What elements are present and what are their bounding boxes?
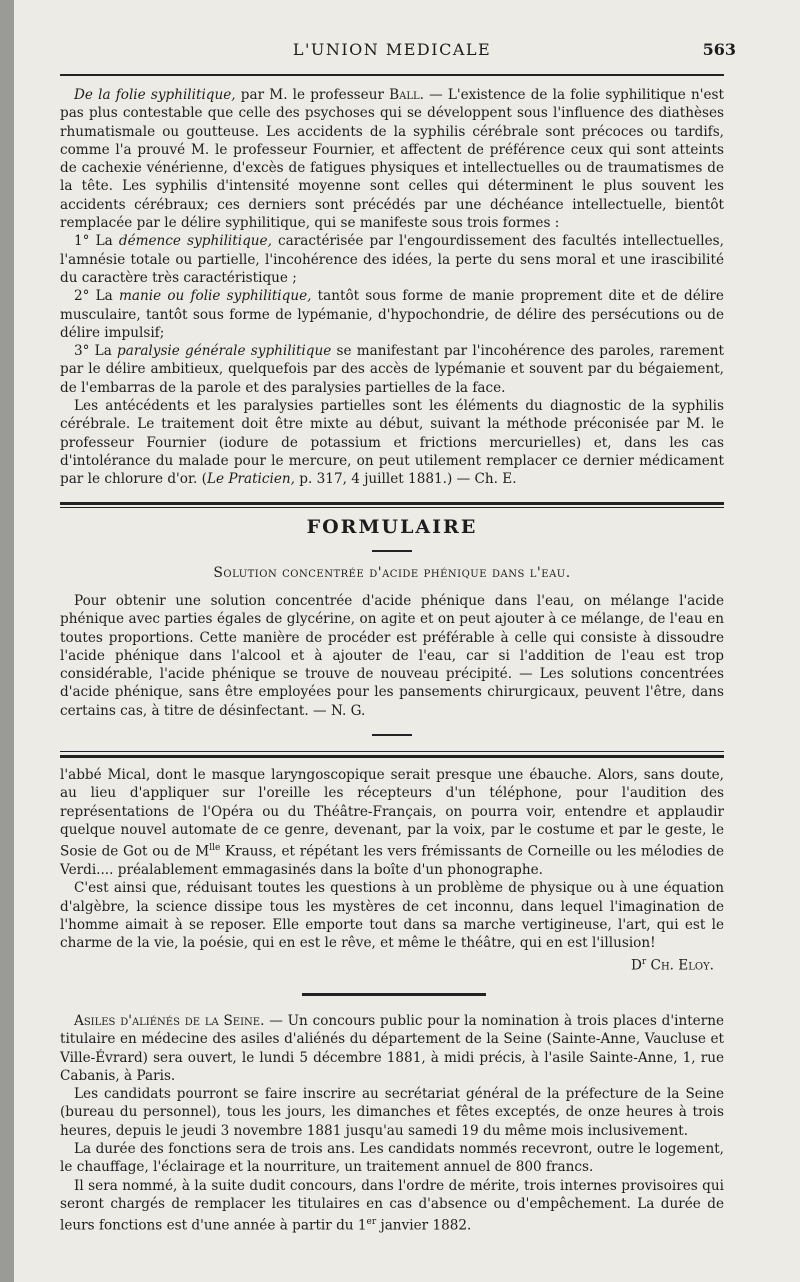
news-heading: Asiles d'aliénés de la Seine.	[74, 1013, 265, 1029]
section-title: FORMULAIRE	[306, 516, 478, 538]
news-paragraph: La durée des fonctions sera de trois ans. Les candidats nommés recevront, outre le logement, le chauffage, l'éclairage et la nourriture, un traitement annuel de 800 francs.	[60, 1141, 724, 1176]
section-rule-thin	[60, 507, 724, 508]
list-item: 3° La paralysie générale syphilitique se manifestant par l'incohérence des paroles, rarement par le délire ambitieux, quelquefois par des accès de lypémanie et souvent par du bégaiement, de l'embarras de la parole et des paralysies partielles de la face.	[60, 343, 724, 396]
article-conclusion: Les antécédents et les paralysies partielles sont les éléments du diagnostic de la syphilis cérébrale. Le traitement doit être mixte au début, suivant la méthode préconisée par M. le professeur Fournier (iodure de potassium et frictions mercurielles) et, dans les cas d'intolérance du malade pour le mercure, on peut utilement remplacer ce dernier médicament par le chlorure d'or. (Le Praticien, p. 317, 4 juillet 1881.) — Ch. E.	[60, 398, 724, 488]
page-number: 563	[702, 40, 736, 59]
list-item: 2° La manie ou folie syphilitique, tantôt sous forme de manie proprement dite et de délire musculaire, tantôt sous forme de lypémanie, d'hypochondrie, de délire des persécutions ou de délire impulsif;	[60, 288, 724, 341]
citation-source: Le Praticien,	[206, 471, 295, 488]
article-folie-syphilitique	[60, 86, 724, 489]
feuilleton-paragraph: l'abbé Mical, dont le masque laryngoscopique serait presque une ébauche. Alors, sans doute, au lieu d'appliquer sur l'oreille les récepteurs d'un téléphone, pour l'audition des représentations de l'Opéra ou du Théâtre-Français, on pourra voir, entendre et applaudir quelque nouvel automate de ce genre, devenant, par la voix, par le costume et par le geste, le Sosie de Got ou de $M^{lle}$ Krauss, et répétant les vers frémissants de Corneille ou les mélodies de Verdi.... préalablement emmagasinés dans la boîte d'un phonographe.	[60, 767, 724, 879]
author-signature: $D^r$ Ch. Eloy.	[631, 956, 714, 974]
article-intro: De la folie syphilitique, par M. le professeur Ball. — L'existence de la folie syphilitique n'est pas plus contestable que celle des psychoses qui se développent sous l'influence des diathèses rhumatismale ou goutteuse. Les accidents de la syphilis cérébrale sont précoces ou tardifs, comme l'a prouvé M. le professeur Fournier, et affectent de préférence ceux qui sont atteints de cachexie vénérienne, d'excès de fatigues physiques et intellectuelles ou de traumatismes de la tête. Les syphilis d'intensité moyenne sont celles qui déterminent le plus souvent les accidents cérébraux; ces derniers sont précédés par une déchéance intellectuelle, bientôt remplacée par le délire syphilitique, qui se manifeste sous trois formes :	[60, 87, 724, 232]
feuilleton-rule-thin	[60, 751, 724, 752]
recipe-body: Pour obtenir une solution concentrée d'acide phénique dans l'eau, on mélange l'acide phénique avec parties égales de glycérine, on agite et on peut ajouter à ce mélange, de l'eau en toutes proportions. Cette manière de procéder est préférable à celle qui consiste à dissoudre l'acide phénique dans l'alcool et à ajouter de l'eau, car si l'addition de l'eau est trop considérable, l'acide phénique se trouve de nouveau précipité. — Les solutions concentrées d'acide phénique, sans être employées pour les pansements chirurgicaux, peuvent l'être, dans certains cas, à titre de désinfectant. — N. G.	[60, 593, 724, 719]
feuilleton-text	[60, 766, 724, 974]
journal-page	[14, 0, 800, 1282]
news-asiles	[60, 1012, 724, 1235]
feuilleton-paragraph: C'est ainsi que, réduisant toutes les questions à un problème de physique ou à une équation d'algèbre, la science dissipe tous les mystères de cet inconnu, dans lequel l'imagination de l'homme aimait à se reposer. Elle emporte tout dans sa marche vertigineuse, l'art, qui est le charme de la vie, la poésie, qui en est le rêve, et même le théâtre, qui en est l'illusion!	[60, 880, 724, 952]
article-author: Ball	[389, 87, 420, 103]
news-paragraph: Asiles d'aliénés de la Seine. — Un concours public pour la nomination à trois places d'interne titulaire en médecine des asiles d'aliénés du département de la Seine (Sainte-Anne, Vaucluse et Ville-Évrard) sera ouvert, le lundi 5 décembre 1881, à midi précis, à l'asile Sainte-Anne, 1, rue Cabanis, à Paris.	[60, 1013, 725, 1084]
list-item: 1° La démence syphilitique, caractérisée par l'engourdissement des facultés intellectuelles, l'amnésie totale ou partielle, l'incohérence des idées, la perte du sens moral et une irascibilité du caractère très caractéristique ;	[60, 233, 724, 286]
article-title: De la folie syphilitique,	[74, 87, 236, 103]
feuilleton-rule-thick	[60, 755, 724, 758]
recipe-title: Solution concentrée d'acide phénique dans l'eau.	[213, 565, 571, 581]
section-rule-thick	[60, 502, 724, 505]
news-paragraph: Les candidats pourront se faire inscrire au secrétariat général de la préfecture de la Seine (bureau du personnel), tous les jours, les dimanches et fêtes exceptés, de onze heures à trois heures, depuis le jeudi 3 novembre 1881 jusqu'au samedi 19 du même mois inclusivement.	[60, 1086, 724, 1139]
header-rule	[60, 74, 724, 76]
separator-bar	[302, 993, 486, 996]
news-paragraph: Il sera nommé, à la suite dudit concours, dans l'ordre de mérite, trois internes provisoires qui seront chargés de remplacer les titulaires en cas d'absence ou d'empêchement. La durée de leurs fonctions est d'une année à partir du 1er janvier 1882.	[60, 1177, 724, 1234]
running-header: L'UNION MEDICALE	[292, 40, 492, 59]
separator-dash	[372, 734, 412, 736]
title-underline	[372, 550, 412, 552]
page-column	[60, 0, 736, 1282]
